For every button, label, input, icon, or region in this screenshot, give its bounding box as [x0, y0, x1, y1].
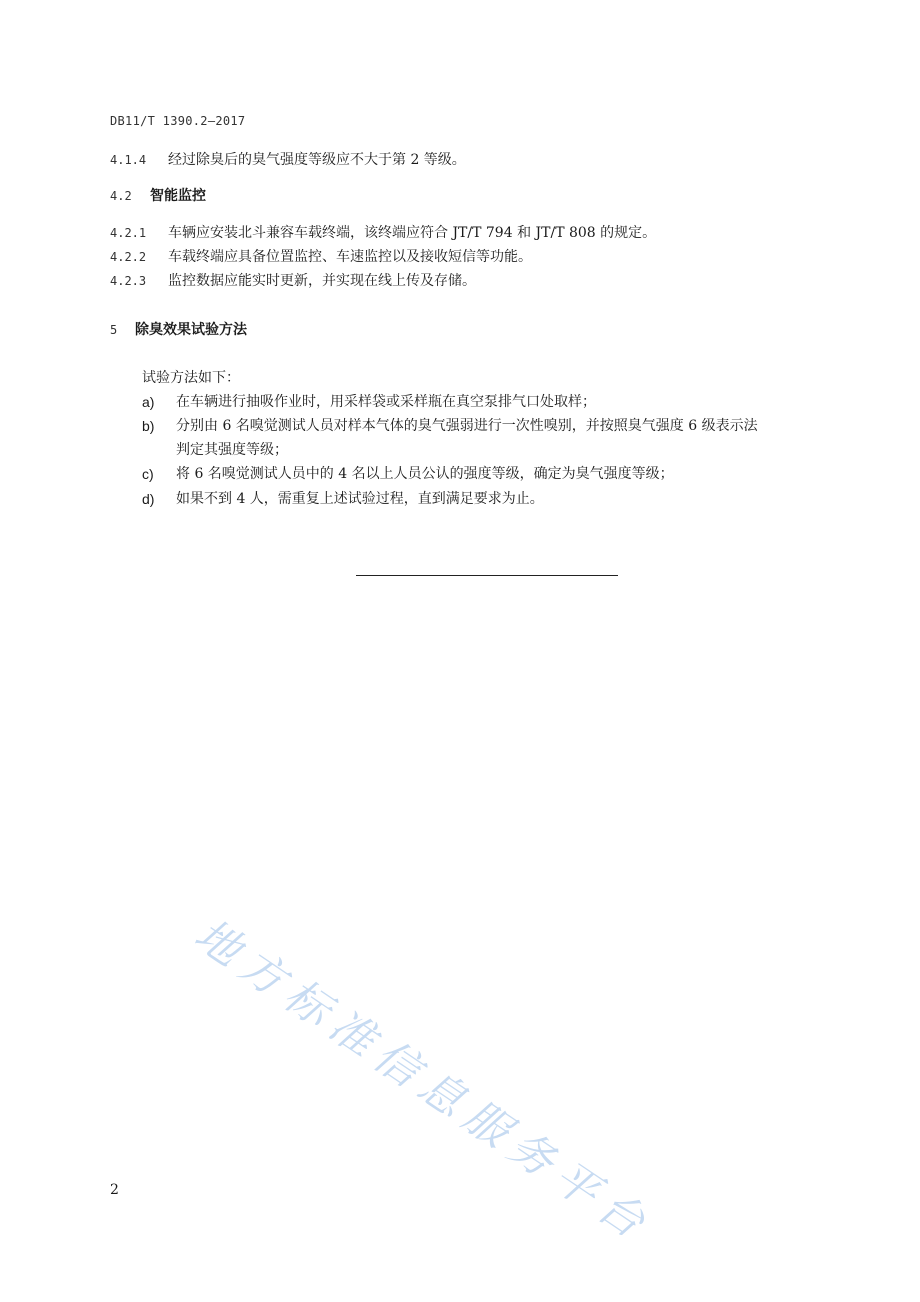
clause-text: 车载终端应具备位置监控、车速监控以及接收短信等功能。: [168, 249, 532, 265]
clause-heading: 智能监控: [150, 188, 206, 204]
clause-4-2-heading: [110, 184, 206, 208]
section-5-heading: [110, 318, 247, 342]
clause-4-1-4: [110, 148, 466, 172]
list-item-label: d): [142, 491, 155, 507]
clause-number: 4.2: [110, 189, 132, 203]
list-item-label: b): [142, 418, 155, 434]
list-item: [142, 487, 842, 511]
section-intro: 试验方法如下：: [142, 370, 240, 386]
page-number: 2: [110, 1182, 119, 1198]
list-item-label: a): [142, 394, 155, 410]
document-code: DB11/T 1390.2—2017: [110, 114, 246, 128]
clause-number: 4.2.2: [110, 250, 147, 264]
list-item: [142, 462, 842, 486]
clause-4-2-3: [110, 269, 476, 293]
list-item-text-continued: 判定其强度等级；: [176, 442, 288, 458]
list-item-text: 如果不到 4 人，需重复上述试验过程，直到满足要求为止。: [176, 491, 544, 507]
clause-text: 经过除臭后的臭气强度等级应不大于第 2 等级。: [168, 152, 466, 168]
section-title: 除臭效果试验方法: [135, 322, 247, 338]
end-rule: [356, 575, 618, 576]
list-item-text: 分别由 6 名嗅觉测试人员对样本气体的臭气强弱进行一次性嗅别，并按照臭气强度 6 级表示法: [176, 418, 758, 434]
clause-number: 4.2.3: [110, 274, 147, 288]
section-number: 5: [110, 323, 118, 337]
clause-number: 4.2.1: [110, 226, 147, 240]
watermark: 地方标准信息服务平台: [185, 909, 662, 1254]
list-item: [142, 414, 842, 462]
list-item-text: 将 6 名嗅觉测试人员中的 4 名以上人员公认的强度等级，确定为臭气强度等级；: [176, 466, 674, 482]
list-item-text: 在车辆进行抽吸作业时，用采样袋或采样瓶在真空泵排气口处取样；: [176, 394, 596, 410]
clause-4-2-2: [110, 245, 532, 269]
clause-text: 车辆应安装北斗兼容车载终端，该终端应符合 JT/T 794 和 JT/T 808 的规定。: [168, 225, 657, 241]
clause-4-2-1: [110, 221, 656, 245]
list-item: [142, 390, 842, 414]
list-item-label: c): [142, 466, 154, 482]
clause-text: 监控数据应能实时更新，并实现在线上传及存储。: [168, 273, 476, 289]
clause-number: 4.1.4: [110, 153, 147, 167]
